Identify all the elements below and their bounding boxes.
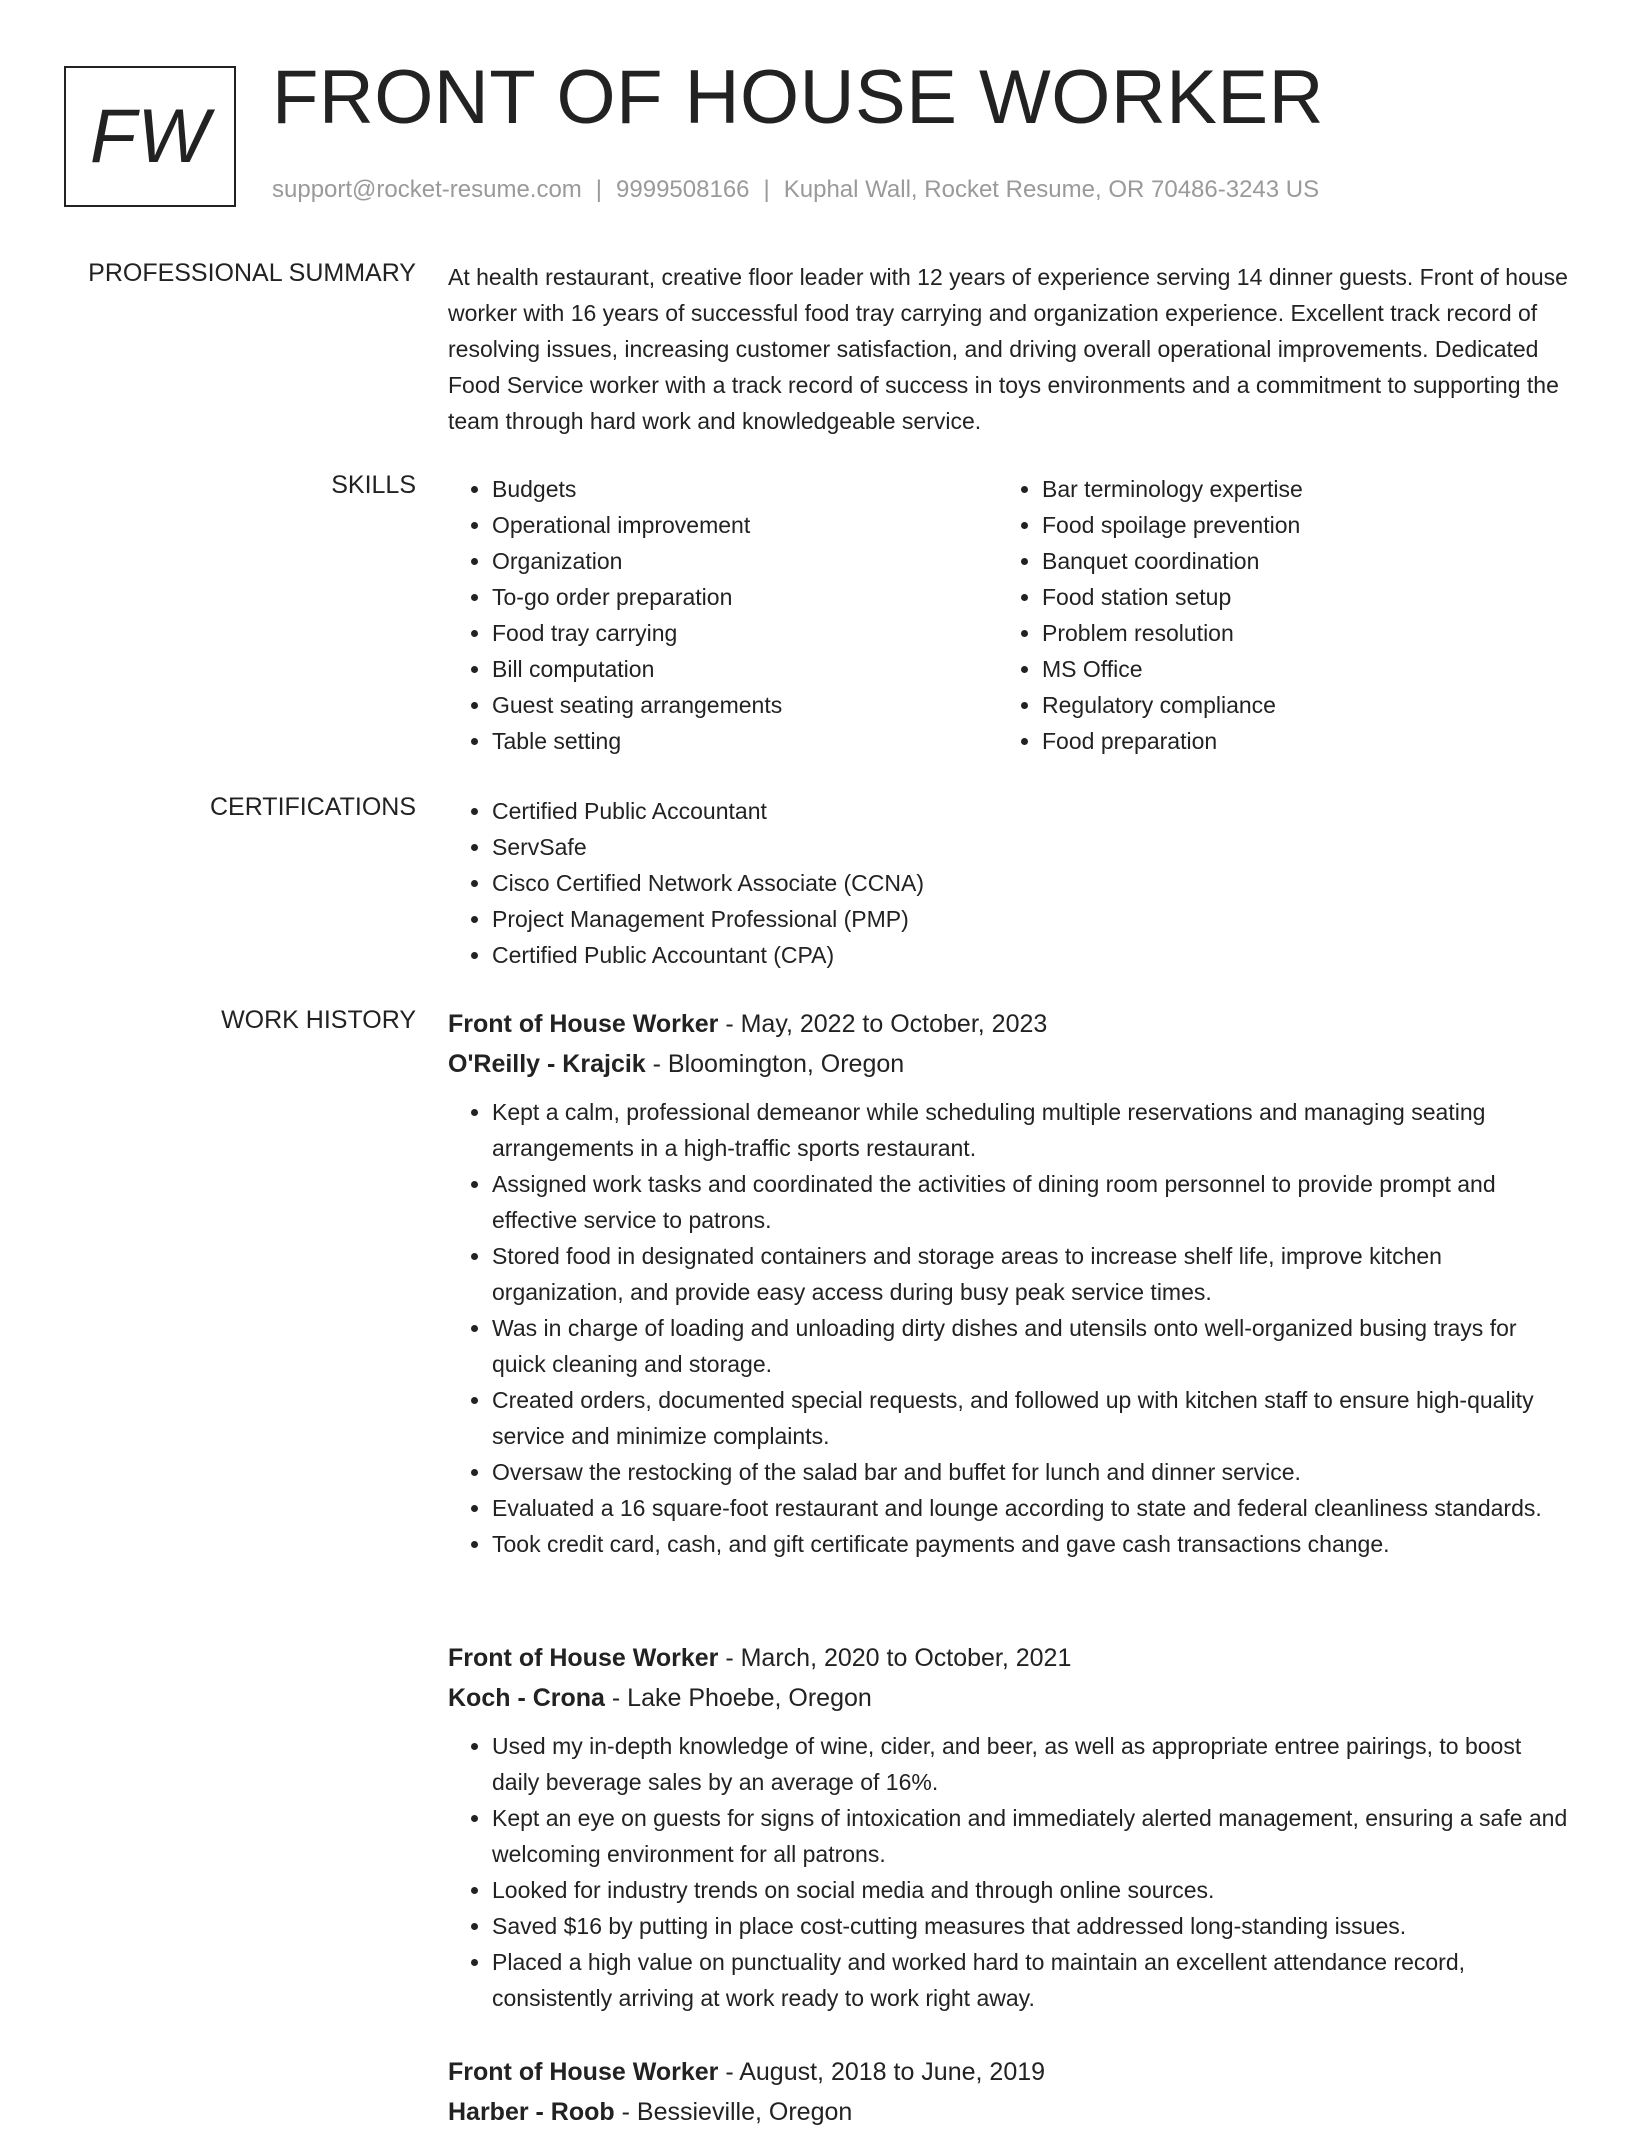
skills-list-right [998,471,1548,759]
contact-separator: | [763,176,770,203]
certification-item: • Cisco Certified Network Associate (CCNA) [492,865,1568,901]
certifications-section [448,793,1568,973]
job-company: O'Reilly - Krajcik [448,1050,646,1078]
job-entry [448,1006,1568,1562]
skills-section [448,471,1568,759]
job-location: - Bloomington, Oregon [645,1050,905,1078]
job-bullets [448,1094,1568,1562]
job-company: Harber - Roob [448,2098,615,2126]
skill-item: • Budgets [492,471,998,507]
monogram-logo: FW [64,66,236,207]
job-location: - Lake Phoebe, Oregon [604,1684,872,1712]
contact-email: support@rocket-resume.com [272,176,582,203]
skill-item: • Problem resolution [1042,615,1548,651]
skill-item: • Bill computation [492,651,998,687]
job-bullet: • Kept an eye on guests for signs of intoxication and immediately alerted management, ensuring a safe and welcoming environment for all patrons. [492,1800,1568,1872]
contact-separator: | [595,176,603,203]
job-bullet: • Evaluated a 16 square-foot restaurant and lounge according to state and federal cleanliness standards. [492,1490,1568,1526]
contact-line [272,176,1319,204]
skill-item: • Food station setup [1042,579,1548,615]
skill-item: • Regulatory compliance [1042,687,1548,723]
skill-item: • Operational improvement [492,507,998,543]
job-bullet: • Used my in-depth knowledge of wine, cider, and beer, as well as appropriate entree pairings, to boost daily beverage sales by an average of 16%. [492,1728,1568,1800]
certifications-list [448,793,1568,973]
job-location: - Bessieville, Oregon [614,2098,853,2126]
job-bullet: • Placed a high value on punctuality and worked hard to maintain an excellent attendance record, consistently arriving at work ready to work right away. [492,1944,1568,2016]
skill-item: • Food spoilage prevention [1042,507,1548,543]
job-bullet: • Oversaw the restocking of the salad bar and buffet for lunch and dinner service. [492,1454,1568,1490]
job-bullet: • Created orders, documented special requests, and followed up with kitchen staff to ensure high-quality service and minimize complaints. [492,1382,1568,1454]
job-entry [448,2054,1568,2142]
certification-item: • ServSafe [492,829,1568,865]
skill-item: • Table setting [492,723,998,759]
job-company: Koch - Crona [448,1684,605,1712]
section-label-certifications: CERTIFICATIONS [209,793,416,821]
contact-phone: 9999508166 [616,176,750,203]
skill-item: • Banquet coordination [1042,543,1548,579]
job-dates: - May, 2022 to October, 2023 [718,1010,1048,1038]
job-bullets [448,1728,1568,2016]
skill-item: • Food preparation [1042,723,1548,759]
job-bullet: • Was in charge of loading and unloading dirty dishes and utensils onto well-organized busing trays for quick cleaning and storage. [492,1310,1568,1382]
skill-item: • To-go order preparation [492,579,998,615]
job-title: Front of House Worker [448,1010,719,1038]
job-dates: - March, 2020 to October, 2021 [718,1644,1072,1672]
contact-address: Kuphal Wall, Rocket Resume, OR 70486-3243 US [783,176,1320,203]
certification-item: • Certified Public Accountant (CPA) [492,937,1568,973]
skill-item: • Organization [492,543,998,579]
page-title: FRONT OF HOUSE WORKER [272,55,1325,140]
job-bullet: • Assigned work tasks and coordinated the activities of dining room personnel to provide prompt and effective service to patrons. [492,1166,1568,1238]
skill-item: • Food tray carrying [492,615,998,651]
skills-list-left [448,471,998,759]
section-label-work-history: WORK HISTORY [221,1006,416,1034]
skill-item: • Guest seating arrangements [492,687,998,723]
job-dates: - August, 2018 to June, 2019 [718,2058,1046,2086]
job-title: Front of House Worker [448,2058,719,2086]
job-bullet: • Stored food in designated containers and storage areas to increase shelf life, improve kitchen organization, and provide easy access during busy peak service times. [492,1238,1568,1310]
certification-item: • Certified Public Accountant [492,793,1568,829]
job-bullet: • Looked for industry trends on social media and through online sources. [492,1872,1568,1908]
skill-item: • MS Office [1042,651,1548,687]
certification-item: • Project Management Professional (PMP) [492,901,1568,937]
job-bullet: • Kept a calm, professional demeanor while scheduling multiple reservations and managing seating arrangements in a high-traffic sports restaurant. [492,1094,1568,1166]
summary-section [448,259,1568,439]
job-title: Front of House Worker [448,1644,719,1672]
skill-item: • Bar terminology expertise [1042,471,1548,507]
section-label-skills: SKILLS [331,471,416,499]
job-entry [448,1640,1568,2016]
job-bullet: • Saved $16 by putting in place cost-cutting measures that addressed long-standing issues. [492,1908,1568,1944]
job-bullet: • Took credit card, cash, and gift certificate payments and gave cash transactions change. [492,1526,1568,1562]
section-label-summary: PROFESSIONAL SUMMARY [88,259,416,287]
summary-text: At health restaurant, creative floor leader with 12 years of experience serving 14 dinner guests. Front of house worker with 16 years of successful food tray carrying and organization experience. Excellent track record of resolving issues, increasing customer satisfaction, and driving overall operational improvements. Dedicated Food Service worker with a track record of success in toys environments and a commitment to supporting the team through hard work and knowledgeable service. [448,264,1568,434]
